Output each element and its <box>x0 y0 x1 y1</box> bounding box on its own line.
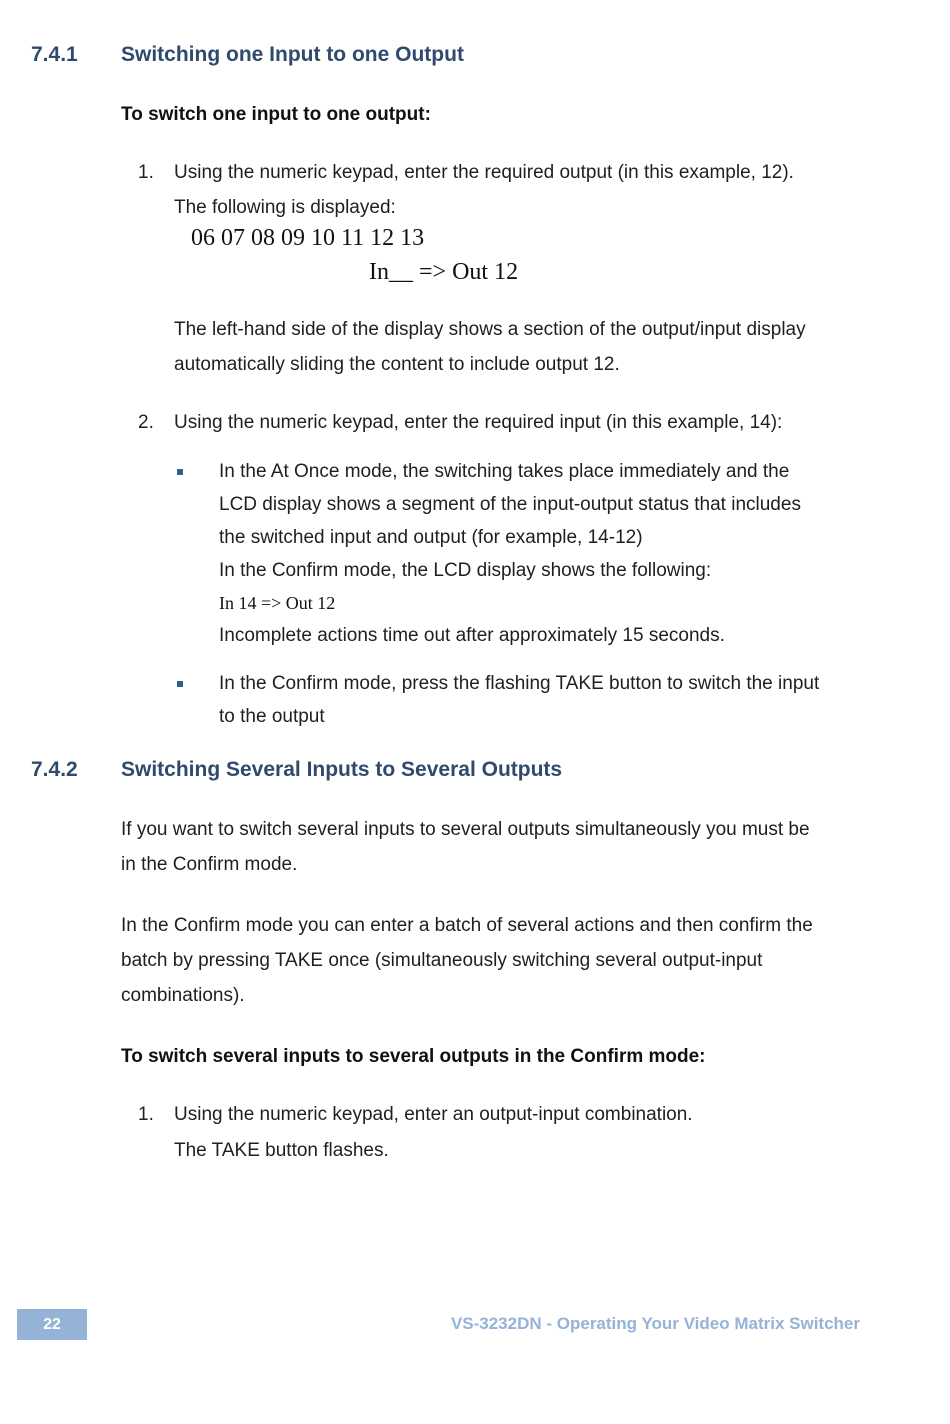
bullet-text: In the At Once mode, the switching takes place immediately and the <box>219 461 790 482</box>
step-text: Using the numeric keypad, enter the required input (in this example, 14): <box>174 412 783 433</box>
bullet-text: In the Confirm mode, press the flashing TAKE button to switch the input <box>219 673 820 694</box>
bullet-text: In the Confirm mode, the LCD display shows the following: <box>219 560 712 581</box>
paragraph-line: batch by pressing TAKE once (simultaneously switching several output-input <box>121 950 763 971</box>
procedure-heading: To switch one input to one output: <box>121 104 431 125</box>
paragraph-line: in the Confirm mode. <box>121 854 298 875</box>
step-text: Using the numeric keypad, enter an output-input combination. <box>174 1104 693 1125</box>
lcd-display-line: In__ => Out 12 <box>369 259 519 285</box>
step-text: The following is displayed: <box>174 197 396 218</box>
lcd-display-line: 06 07 08 09 10 11 12 13 <box>191 225 425 251</box>
bullet-text: the switched input and output (for example, 14-12) <box>219 527 643 548</box>
section-number: 7.4.1 <box>31 43 78 66</box>
step-text: Using the numeric keypad, enter the required output (in this example, 12). <box>174 162 794 183</box>
bullet-text: to the output <box>219 706 325 727</box>
paragraph-line: automatically sliding the content to include output 12. <box>174 354 620 375</box>
section-title: Switching one Input to one Output <box>121 43 464 66</box>
step-number: 1. <box>138 1104 154 1125</box>
bullet-marker <box>177 681 183 687</box>
bullet-marker <box>177 469 183 475</box>
step-number: 2. <box>138 412 154 433</box>
lcd-display-line: In 14 => Out 12 <box>219 593 336 613</box>
paragraph-line: If you want to switch several inputs to several outputs simultaneously you must be <box>121 819 810 840</box>
footer-doc-title: VS-3232DN - Operating Your Video Matrix Switcher <box>450 1314 860 1333</box>
section-number: 7.4.2 <box>31 758 78 781</box>
paragraph-line: In the Confirm mode you can enter a batch of several actions and then confirm the <box>121 915 813 936</box>
step-text: The TAKE button flashes. <box>174 1140 389 1161</box>
paragraph-line: The left-hand side of the display shows a section of the output/input display <box>174 319 806 340</box>
procedure-heading: To switch several inputs to several outputs in the Confirm mode: <box>121 1046 706 1067</box>
bullet-text: Incomplete actions time out after approximately 15 seconds. <box>219 625 725 646</box>
step-number: 1. <box>138 162 154 183</box>
bullet-text: LCD display shows a segment of the input-output status that includes <box>219 494 801 515</box>
section-title: Switching Several Inputs to Several Outputs <box>121 758 563 781</box>
page-number: 22 <box>17 1309 87 1340</box>
paragraph-line: combinations). <box>121 985 245 1006</box>
